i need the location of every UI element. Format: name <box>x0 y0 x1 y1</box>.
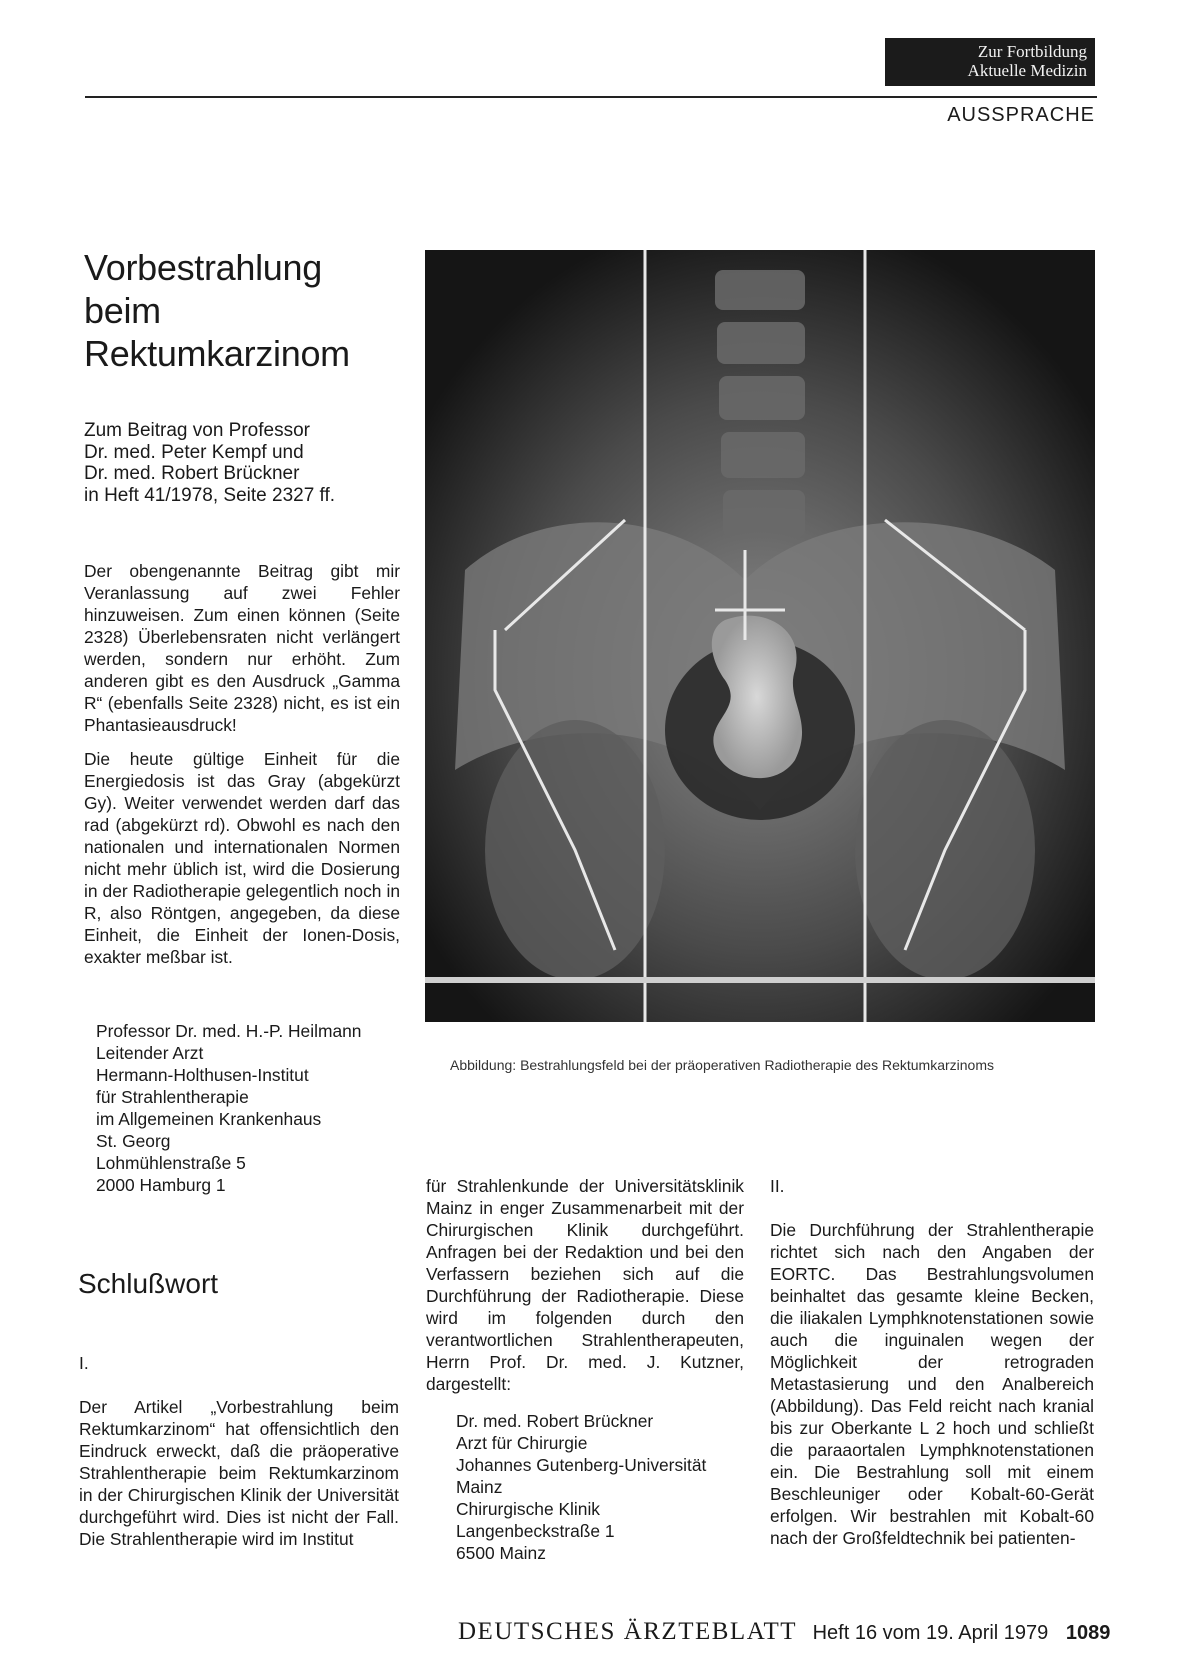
reply-section-2: II. <box>770 1176 785 1196</box>
letter-body <box>84 560 400 980</box>
reply-paragraph-2: Die Durchführung der Strahlentherapie richtet sich nach den Angaben der EORTC. Das Bestrahlungsvolumen beinhaltet das gesamte kleine Becken, die iliakalen Lymphknotenstationen sowie auch die inguinalen wegen der Möglichkeit der retrograden Metastasierung und den Analbereich (Abbildung). Das Feld reicht nach kranial bis zur Oberkante L 2 hoch und schließt die paraaortalen Lymphknotenstationen ein. Die Bestrahlung soll mit einem Beschleuniger oder Kobalt-60-Gerät erfolgen. Wir bestrahlen mit Kobalt-60 nach der Großfeldtechnik bei patienten- <box>770 1220 1094 1548</box>
letter-signature: Professor Dr. med. H.-P. Heilmann Leitender Arzt Hermann-Holthusen-Institut für Strahlentherapie im Allgemeinen Krankenhaus St. Georg Lohmühlenstraße 5 2000 Hamburg 1 <box>96 1021 362 1195</box>
article-reference: Zum Beitrag von Professor Dr. med. Peter Kempf und Dr. med. Robert Brückner in Heft 41/1978, Seite 2327 ff. <box>84 420 336 506</box>
caption-text: Bestrahlungsfeld bei der präoperativen Radiotherapie des Rektumkarzinoms <box>520 1057 994 1073</box>
badge-line-1: Zur Fortbildung <box>977 42 1087 61</box>
section-badge <box>885 38 1095 86</box>
reply-paragraph-1-cont: für Strahlenkunde der Universitätsklinik Mainz in enger Zusammenarbeit mit der Chirurgischen Klinik durchgeführt. Anfragen bei der Redaktion und bei den Verfassern beziehen sich auf die Durchführung der Radiotherapie. Diese wird im folgenden durch den verantwortlichen Strahlentherapeuten, Herrn Prof. Dr. med. J. Kutzner, dargestellt: <box>426 1176 744 1394</box>
section-label: AUSSPRACHE <box>947 104 1095 126</box>
reply-column-3 <box>770 1175 1094 1561</box>
reply-column-2 <box>426 1175 744 1407</box>
badge-line-2: Aktuelle Medizin <box>967 61 1087 80</box>
reply-signature: Dr. med. Robert Brückner Arzt für Chirurgie Johannes Gutenberg-Universität Mainz Chirurgische Klinik Langenbeckstraße 1 6500 Mainz <box>456 1411 707 1563</box>
reply-section-1: I. <box>79 1353 89 1373</box>
reply-column-1 <box>79 1352 399 1562</box>
xray-image <box>425 250 1095 1022</box>
page-footer <box>458 1618 1110 1646</box>
header-rule <box>85 96 1097 98</box>
reply-heading: Schlußwort <box>78 1268 219 1299</box>
figure-caption <box>450 1055 1070 1075</box>
journal-name: DEUTSCHES ÄRZTEBLATT <box>458 1618 798 1645</box>
letter-paragraph-2: Die heute gültige Einheit für die Energiedosis ist das Gray (abgekürzt Gy). Weiter verwendet werden darf das rad (abgekürzt rd). Obwohl es nach den nationalen und internationalen Normen nicht mehr üblich ist, wird die Dosierung in der Radiotherapie gelegentlich noch in R, also Röntgen, angegeben, da diese Einheit, die Einheit der Ionen-Dosis, exakter meßbar ist. <box>84 749 400 967</box>
reply-paragraph-1: Der Artikel „Vorbestrahlung beim Rektumkarzinom“ hat offensichtlich den Eindruck erweckt, daß die präoperative Strahlentherapie beim Rektumkarzinom in der Chirurgischen Klinik der Universität durchgeführt wird. Dies ist nicht der Fall. Die Strahlentherapie wird im Institut <box>79 1397 399 1549</box>
page-number: 1089 <box>1065 1622 1111 1644</box>
article-title: Vorbestrahlung beim Rektumkarzinom <box>84 247 350 374</box>
caption-label: Abbildung: <box>450 1057 517 1073</box>
letter-paragraph-1: Der obengenannte Beitrag gibt mir Veranlassung auf zwei Fehler hinzuweisen. Zum einen können (Seite 2328) Überlebensraten nicht verlängert werden, sondern nur erhöht. Zum anderen gibt es den Ausdruck „Gamma R“ (ebenfalls Seite 2328) nicht, es ist ein Phantasieausdruck! <box>84 561 400 735</box>
issue-info: Heft 16 vom 19. April 1979 <box>812 1622 1049 1644</box>
